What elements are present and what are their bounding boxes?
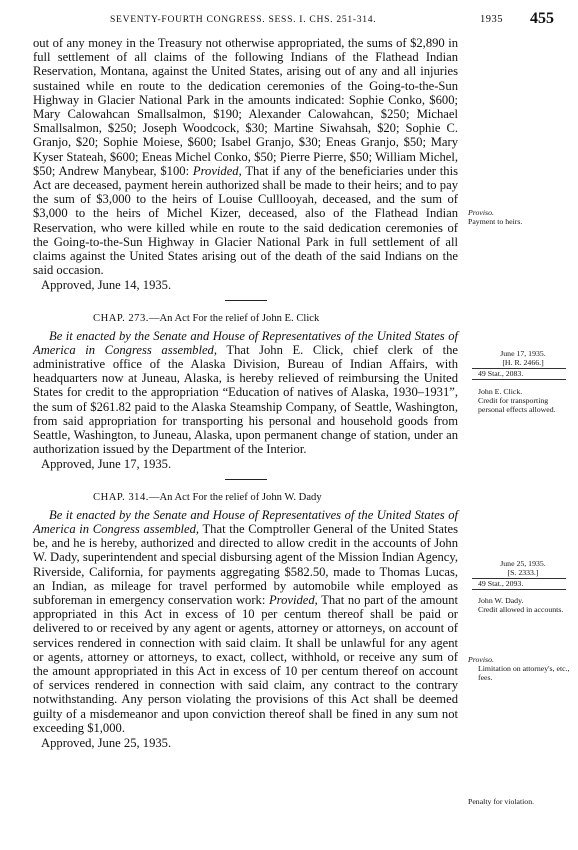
chap273-number: CHAP. 273. — [93, 312, 149, 324]
margin-note-title: Proviso. — [468, 208, 494, 217]
margin-note-stat: 49 Stat., 2093. — [478, 579, 524, 588]
margin-note-proviso-1 — [468, 208, 572, 226]
margin-note-text: Payment to heirs. — [468, 217, 523, 226]
page-number: 455 — [530, 10, 554, 27]
chap314-text: That the Comptroller General of the United States be, and he is hereby, authorized and directed to allow credit in the accounts of John W. Dady, superintendent and special disbursing agent of the Mission Indian Agency, Riverside, California, for payments aggregating $582.50, made to Thomas Lucas, an Indian, as mileage for travel performed by automobile while employed as subforeman in emergency conservation work: — [33, 521, 458, 607]
section1-body — [33, 36, 458, 277]
chap273-heading — [33, 312, 458, 326]
margin-note-bill: [S. 2333.] — [507, 568, 539, 577]
section1-proviso-word: Provided, — [192, 163, 242, 178]
chap314-text-after: That no part of the amount appropriated in this Act in excess of 10 per centum thereof shall be paid or delivered to or received by any agent or agents, attorney or attorneys, on account of services rendered in connection with said claim. It shall be unlawful for any agent or agents, attorney or attorneys, to exact, collect, withhold, or receive any sum of the amount appropriated in this Act in excess of 10 per centum thereof on account of services rendered in connection with said claim, any contract to the contrary notwithstanding. Any person violating the provisions of this Act shall be deemed guilty of a misdemeanor and upon conviction thereof shall be fined in any sum not exceeding $1,000. — [33, 592, 458, 735]
page-header — [0, 10, 578, 30]
margin-note-bill: [H. R. 2466.] — [502, 358, 544, 367]
chap314-proviso-word: Provided, — [268, 592, 318, 607]
margin-note-title: Proviso. — [468, 655, 494, 664]
chap314-body — [33, 508, 458, 735]
chap314-enacting-clause: Be it enacted by the Senate and House of Representatives of the United States of America in Congress assembled, — [33, 507, 458, 536]
chap273-text: That John E. Click, chief clerk of the administrative office of the Alaska Division, Bureau of Indian Affairs, with headquarters now at Juneau, Alaska, is hereby relieved of reimbursing the United States for credit to the appropriation “Education of natives of Alaska, 1930–1931”, the sum of $261.82 paid to the Alaska Steamship Company, of Seattle, Washington, from said appropriation for transporting his personal and household goods from Seattle, Washington, to Juneau, Alaska, upon permanent change of station, under an authorization issued by the Department of the Interior. — [33, 342, 459, 457]
chap273-approved: Approved, June 17, 1935. — [41, 457, 172, 472]
margin-note-name: John E. Click. — [478, 387, 523, 396]
chap314-number: CHAP. 314. — [93, 491, 149, 503]
section-divider — [225, 479, 267, 480]
chap314-approved: Approved, June 25, 1935. — [41, 735, 172, 750]
margin-note-text: Penalty for violation. — [468, 797, 535, 806]
running-head: SEVENTY-FOURTH CONGRESS. SESS. I. CHS. 251-314. — [110, 14, 377, 25]
margin-note-date: June 25, 1935. — [500, 559, 546, 568]
section1-text: out of any money in the Treasury not otherwise appropriated, the sums of $2,890 in full settlement of all claims of the following Indians of the Flathead Indian Reservation, Montana, against the United States, arising out of any and all injuries sustained while en route to the dedication ceremonies of the Going-to-the-Sun Highway in Glacier National Park in the amounts indicated: Sophie Conko, $600; Mary Calowahcan Smallsalmon, $190; Alexander Calowahcan, $250; Michael Smallsalmon, $250; Joseph Woodcock, $30; Martine Siwahsah, $20; Sophie C. Granjo, $20; Sophie Moiese, $600; Isabel Granjo, $30; Eneas Granjo, $50; Mary Kyser Stateah, $600; Eneas Michel Conko, $50; Pierre Pierre, $50; William Michel, $50; Andrew Manybear, $100: — [33, 36, 458, 178]
margin-note-proviso-2 — [468, 655, 572, 682]
margin-note-text: Limitation on attorney's, etc., fees. — [478, 664, 570, 682]
margin-note-rule — [472, 589, 566, 590]
header-year: 1935 — [480, 14, 503, 25]
chap273-enacting-clause: Be it enacted by the Senate and House of Representatives of the United States of America in Congress assembled, — [33, 328, 458, 357]
chap273-title: —An Act For the relief of John E. Click — [148, 312, 320, 324]
section1-approved: Approved, June 14, 1935. — [41, 278, 172, 293]
margin-note-text: Credit allowed in accounts. — [478, 605, 564, 614]
margin-note-name: John W. Dady. — [478, 596, 524, 605]
chap273-body — [33, 329, 458, 457]
margin-note-chap273 — [468, 349, 572, 414]
margin-note-stat: 49 Stat., 2083. — [478, 369, 524, 378]
chap314-heading — [33, 491, 458, 505]
chap314-title: —An Act For the relief of John W. Dady — [148, 491, 322, 503]
margin-note-text: Credit for transporting personal effects allowed. — [478, 396, 556, 414]
section1-text-after: That if any of the beneficiaries under this Act are deceased, payment herein authorized shall be made to their heirs; and to pay the sum of $3,000 to the heirs of Louise Culllooyah, deceased, and the sum of $3,000 to the heirs of Michel Kizer, deceased, also of the Flathead Indian Reservation, who were killed while en route to the said dedication ceremonies of the Going-to-the-Sun Highway in Glacier National Park in full settlement of all claims against the United States arising out of the death of the said Indians on the said occasion. — [33, 163, 459, 278]
margin-note-rule — [472, 379, 566, 380]
margin-note-date: June 17, 1935. — [500, 349, 546, 358]
margin-note-penalty — [468, 797, 572, 806]
main-text — [33, 36, 458, 750]
margin-note-chap314 — [468, 559, 572, 614]
section-divider — [225, 300, 267, 301]
